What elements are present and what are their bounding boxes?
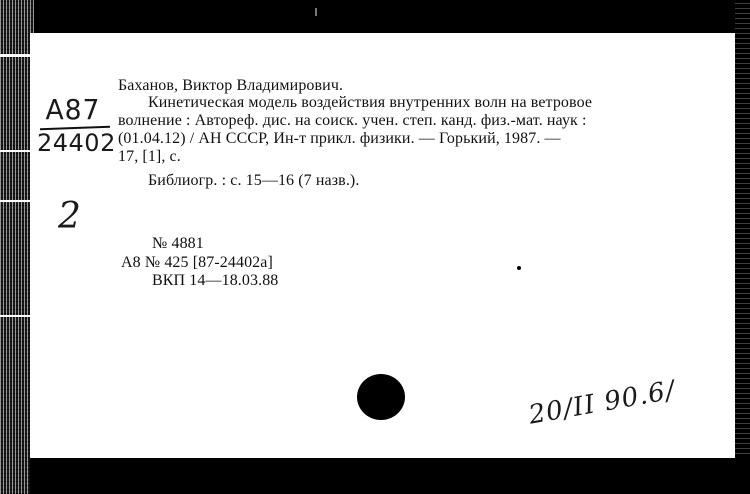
scan-line <box>0 54 34 57</box>
title-line-4: 17, [1], с. <box>118 148 181 165</box>
a8-line: А8 № 425 [87-24402а] <box>121 254 273 271</box>
handwritten-mark: 2 <box>58 196 81 237</box>
punch-hole <box>357 374 405 420</box>
scan-line <box>0 315 34 317</box>
vkp-line: ВКП 14—18.03.88 <box>152 272 279 289</box>
scan-line <box>0 200 34 202</box>
title-line-1: Кинетическая модель воздействия внутренних волн на ветровое <box>148 94 593 111</box>
title-line-3: (01.04.12) / АН СССР, Ин-т прикл. физики. — Горький, 1987. — <box>118 130 561 147</box>
scan-right-edge <box>735 0 750 494</box>
handwritten-signature: 20/II 90.6/ <box>526 375 678 431</box>
title-line-2: волнение : Автореф. дис. на соиск. учен. степ. канд. физ.-мат. наук : <box>118 112 587 129</box>
shelfmark-number: 24402 <box>37 129 116 157</box>
scan-speck <box>517 266 521 270</box>
bibliography-line: Библиогр. : с. 15—16 (7 назв.). <box>148 172 360 189</box>
author-line: Баханов, Виктор Владимирович. <box>118 77 344 94</box>
scan-left-margin <box>0 0 34 494</box>
scan-bottom-band <box>30 458 750 494</box>
scan-speck <box>315 8 317 16</box>
shelfmark-top: А87 <box>45 93 101 126</box>
record-number: № 4881 <box>152 235 204 252</box>
scan-top-band <box>30 0 750 33</box>
scan-line <box>0 150 34 152</box>
